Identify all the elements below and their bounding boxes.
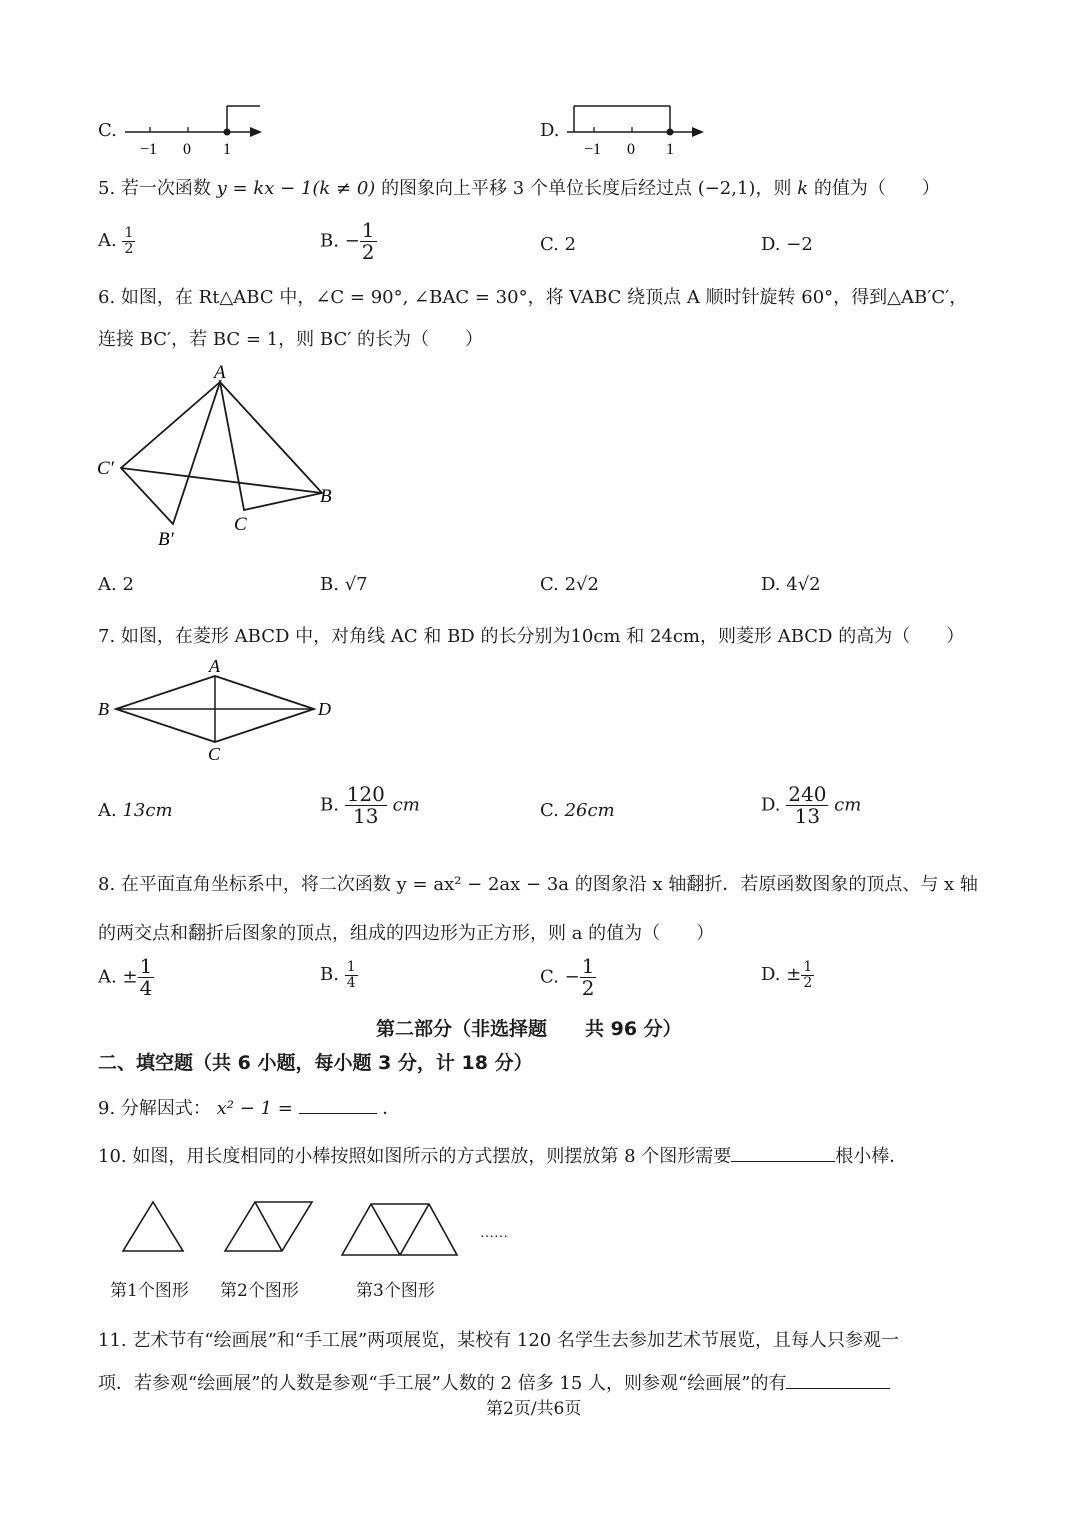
q7-option-a[interactable] <box>98 800 173 821</box>
q6-text-line2: 连接 BC′，若 BC = 1，则 BC′ 的长为（ ） <box>98 329 484 350</box>
q6-stem-line1 <box>98 283 967 309</box>
q7-option-d-fraction: $\frac{240}{13}$ <box>788 782 827 828</box>
q6-option-b[interactable] <box>320 574 368 595</box>
q6-number: 6. <box>98 287 116 308</box>
q7-stem <box>98 622 964 648</box>
q10-caption-3: 第3个图形 <box>356 1281 435 1301</box>
q4-option-c-label: C. <box>98 120 117 141</box>
q5-option-c-value: 2 <box>564 234 577 255</box>
q10-end: 根小棒． <box>835 1146 908 1167</box>
q7-option-d-label: D. <box>761 794 781 816</box>
q5-text-c: ，则 <box>755 178 792 199</box>
q6-option-d[interactable] <box>761 574 821 595</box>
q8-option-b-fraction: $\frac{1}{4}$ <box>346 959 356 991</box>
q7-label-b: B <box>98 699 109 719</box>
q7-option-d[interactable] <box>761 784 861 827</box>
q5-option-c-label: C. <box>540 234 559 255</box>
q6-label-a: A <box>214 362 226 383</box>
q10-figure-triangles <box>110 1192 520 1264</box>
q4c-tick-1: 1 <box>223 141 231 158</box>
q11-stem-line2 <box>98 1369 890 1395</box>
q8-option-b-label: B. <box>320 964 339 986</box>
q5-option-a[interactable] <box>98 226 135 256</box>
q7-option-c-value: 26cm <box>564 800 615 821</box>
q6-figure-triangles <box>92 360 352 555</box>
q4-option-c-number-line <box>120 98 280 158</box>
q5-option-a-fraction: $\frac{1}{2}$ <box>124 225 134 257</box>
q5-text-b: 的图象向上平移 3 个单位长度后经过点 <box>381 178 692 199</box>
q6-label-c-prime: C′ <box>97 458 114 479</box>
q9-text: 分解因式： <box>120 1098 211 1119</box>
q11-stem-line1 <box>98 1326 899 1352</box>
q8-option-c-sign: − <box>564 966 580 988</box>
q8-stem-line2 <box>98 919 714 945</box>
q5-option-b[interactable] <box>320 220 377 263</box>
q8-option-c-label: C. <box>540 966 559 988</box>
q10-caption-2: 第2个图形 <box>220 1281 299 1301</box>
page-footer: 第2页/共6页 <box>486 1399 582 1419</box>
q7-option-d-unit: cm <box>834 794 862 816</box>
q6-option-a-label: A. <box>98 574 117 595</box>
q6-label-b: B <box>320 486 332 507</box>
q5-point: (−2,1) <box>697 178 756 199</box>
q10-text: 如图，用长度相同的小棒按照如图所示的方式摆放，则摆放第 8 个图形需要 <box>132 1146 732 1167</box>
q5-k: k <box>797 178 809 199</box>
q7-label-a: A <box>209 656 220 676</box>
q6-option-c-value: 2√2 <box>564 574 599 595</box>
q5-text-a: 若一次函数 <box>120 178 211 199</box>
q6-option-a-value: 2 <box>122 574 134 595</box>
q6-option-a[interactable] <box>98 574 134 595</box>
q6-label-b-prime: B′ <box>158 529 174 550</box>
q7-option-b[interactable] <box>320 784 420 827</box>
q8-number: 8. <box>98 874 116 895</box>
q9-end: ． <box>382 1098 401 1119</box>
q11-answer-blank[interactable] <box>786 1370 890 1389</box>
q6-option-b-value: √7 <box>344 574 368 595</box>
q4d-tick-neg1: −1 <box>584 141 602 158</box>
part-two-title: 第二部分（非选择题 共 96 分） <box>376 1018 682 1040</box>
q11-text-line1: 艺术节有“绘画展”和“手工展”两项展览，某校有 120 名学生去参加艺术节展览，且每人只参观一 <box>132 1330 899 1351</box>
q7-option-b-unit: cm <box>392 794 420 816</box>
q4d-tick-1: 1 <box>666 141 674 158</box>
q7-option-b-label: B. <box>320 794 339 816</box>
q10-answer-blank[interactable] <box>731 1143 835 1162</box>
q8-option-d-label: D. <box>761 964 781 986</box>
q10-number: 10. <box>98 1146 127 1167</box>
q6-option-c[interactable] <box>540 574 599 595</box>
q5-option-c[interactable] <box>540 234 576 255</box>
q8-option-d-fraction: $\frac{1}{2}$ <box>803 959 813 991</box>
q8-option-c-fraction: $\frac{1}{2}$ <box>581 954 595 1000</box>
q8-option-c[interactable] <box>540 956 596 999</box>
q5-option-d-value: −2 <box>786 234 813 255</box>
q9-answer-blank[interactable] <box>299 1095 377 1114</box>
q7-text: 如图，在菱形 ABCD 中，对角线 AC 和 BD 的长分别为10cm 和 24cm，则菱形 ABCD 的高为（ ） <box>120 626 965 647</box>
q7-label-c: C <box>208 744 221 764</box>
q6-option-d-label: D. <box>761 574 781 595</box>
q6-option-b-label: B. <box>320 574 339 595</box>
q7-option-a-value: 13cm <box>122 800 173 821</box>
q4d-tick-0: 0 <box>627 141 635 158</box>
q8-option-a-sign: ± <box>122 966 138 988</box>
q8-option-a-label: A. <box>98 966 117 988</box>
q6-stem-line2 <box>98 325 483 351</box>
q10-stem <box>98 1142 907 1168</box>
q7-number: 7. <box>98 626 116 647</box>
q5-option-d-label: D. <box>761 234 781 255</box>
q8-option-d-sign: ± <box>786 964 802 986</box>
q6-text-line1: 如图，在 Rt△ABC 中，∠C = 90°, ∠BAC = 30°，将 VABC 绕顶点 A 顺时针旋转 60°，得到△AB′C′， <box>120 287 968 308</box>
q9-expression: x² − 1 = <box>216 1098 293 1119</box>
q10-caption-1: 第1个图形 <box>110 1281 189 1301</box>
q8-text-line1: 在平面直角坐标系中，将二次函数 y = ax² − 2ax − 3a 的图象沿 x 轴翻折．若原函数图象的顶点、与 x 轴 <box>120 874 978 895</box>
q6-label-c: C <box>234 514 247 535</box>
q4-option-d-label: D. <box>540 120 560 141</box>
q10-ellipsis: …… <box>480 1226 508 1241</box>
q8-option-d[interactable] <box>761 960 814 990</box>
q7-label-d: D <box>318 699 331 719</box>
section-two-title: 二、填空题（共 6 小题，每小题 3 分，计 18 分） <box>98 1052 533 1074</box>
q8-text-line2: 的两交点和翻折后图象的顶点，组成的四边形为正方形，则 a 的值为（ ） <box>98 923 715 944</box>
q5-option-b-sign: − <box>344 230 360 252</box>
q5-text-d: 的值为（ ） <box>813 178 940 199</box>
q4c-tick-neg1: −1 <box>140 141 158 158</box>
q8-stem-line1 <box>98 870 978 896</box>
q6-option-c-label: C. <box>540 574 559 595</box>
q8-option-a-fraction: $\frac{1}{4}$ <box>139 954 153 1000</box>
q5-option-d[interactable] <box>761 234 813 255</box>
q4c-tick-0: 0 <box>183 141 191 158</box>
q11-number: 11. <box>98 1330 127 1351</box>
q5-stem <box>98 174 940 200</box>
q11-text-line2: 项．若参观“绘画展”的人数是参观“手工展”人数的 2 倍多 15 人，则参观“绘画展”的有 <box>98 1373 787 1394</box>
q8-option-b[interactable] <box>320 960 358 990</box>
q5-option-a-label: A. <box>98 230 117 252</box>
q5-option-b-label: B. <box>320 230 339 252</box>
q5-formula: y = kx − 1(k ≠ 0) <box>216 178 376 199</box>
q9-stem <box>98 1094 400 1120</box>
q7-option-c-label: C. <box>540 800 559 821</box>
q7-figure-rhombus <box>92 652 342 767</box>
q5-option-b-fraction: $\frac{1}{2}$ <box>361 218 375 264</box>
q7-option-a-label: A. <box>98 800 117 821</box>
q4-option-d-number-line <box>562 98 722 158</box>
q7-option-b-fraction: $\frac{120}{13}$ <box>346 782 385 828</box>
q6-option-d-value: 4√2 <box>786 574 821 595</box>
q5-number: 5. <box>98 178 116 199</box>
q9-number: 9. <box>98 1098 116 1119</box>
q8-option-a[interactable] <box>98 956 154 999</box>
q7-option-c[interactable] <box>540 800 615 821</box>
